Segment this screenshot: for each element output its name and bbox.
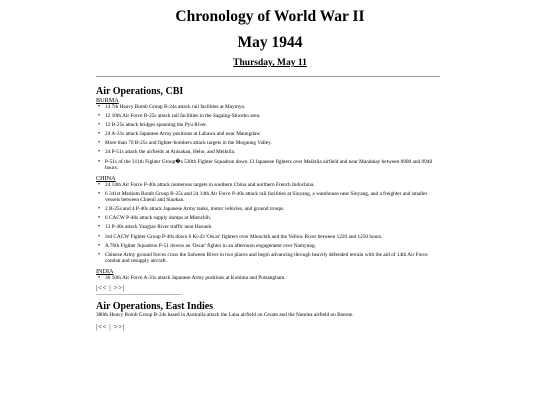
list-item: • P-51s of the 311th Fighter Group�s 530th Fighter Squadron down 13 Japanese fighters over Meiktila airfield and near Mandalay between 0900 and 0940 hours. [96, 159, 440, 172]
region-india: INDIA [96, 267, 114, 275]
nav-prev-button[interactable]: < [102, 283, 108, 292]
divider [96, 76, 440, 77]
region-china: CHINA [96, 174, 116, 182]
nav-first-button[interactable]: |< [96, 283, 103, 292]
section-text: 380th Heavy Bomb Group B-24s based in Australia attack the Laha airfield on Ceram and the Namlea airfield on Boeroe. [96, 311, 354, 318]
nav-next-button[interactable]: > [113, 323, 119, 332]
section-title: Air Operations, East Indies [96, 300, 214, 312]
list-item: • 6 341st Medium Bomb Group B-25s and 24 14th Air Force P-40s attack rail facilities at Sinyang, a warehouse near Sinyang, and a freighter and smaller vessels between Chienli and Siaokan. [96, 191, 440, 204]
list-item: • 13 P-40s attack Yangtze River traffic near Hosueh. [96, 224, 440, 231]
nav-prev-button[interactable]: < [102, 323, 108, 332]
list-item: • 14 7th Heavy Bomb Group B-24s attack rail facilities at Maymyo. [96, 104, 440, 111]
page-day: Thursday, May 11 [233, 58, 307, 68]
list-item: • 24 P-51s attack the airfields at Anisakan, Heho, and Meiktila. [96, 149, 440, 156]
nav-last-button[interactable]: >| [118, 323, 125, 332]
region-burma: BURMA [96, 97, 119, 104]
list-burma [96, 104, 440, 172]
list-item: • 3rd CACW Fighter Group P-40s down 6 Ki-43 'Oscar' fighters over Mienchih and the Yellow River between 1220 and 1250 hours. [96, 234, 440, 241]
section-cbi [96, 86, 440, 331]
nav-last-button[interactable]: >| [118, 283, 125, 292]
nav-separator: | [109, 283, 112, 292]
list-item: • A 76th Fighter Squadron P-51 downs an 'Oscar' fighter in an afternoon engagement over Namyung. [96, 243, 440, 250]
list-item: • Chinese Army ground forces cross the Salween River in two places and begin advancing through heavily defended terrain with the aid of 14th Air Force combat and resupply aircraft. [96, 252, 440, 265]
list-item: • 24 A-31s attack Japanese Army positions at Labawa and near Maungdaw. [96, 131, 440, 138]
nav-first-button[interactable]: |< [96, 323, 103, 332]
divider [96, 294, 182, 295]
list-item: • 6 CACW P-40s attack supply dumps at Mienchih. [96, 215, 440, 222]
list-item: • More than 70 B-25s and fighter-bombers attack targets in the Mogaung Valley. [96, 140, 440, 147]
list-item: • 12 10th Air Force B-25s attack rail facilities in the Sagaing-Shwebo area. [96, 113, 440, 120]
list-item: • 2 B-25s and 4 P-40s attack Japanese Army tanks, motor vehicles, and ground troops. [96, 206, 440, 213]
nav-bar [96, 284, 440, 292]
page-month: May 1944 [237, 34, 303, 51]
nav-next-button[interactable]: > [113, 283, 119, 292]
list-item: • 12 B-25s attack bridges spanning the Pyu River. [96, 122, 440, 129]
list-india [96, 275, 440, 282]
list-china [96, 182, 440, 265]
list-item: • 36 10th Air Force A-31s attack Japanese Army positions at Kohima and Potsangbam. [96, 275, 440, 282]
list-item: • 24 14th Air Force P-40s attack numerous targets in southern China and northern French Indochina. [96, 182, 440, 189]
nav-bar [96, 323, 440, 331]
page-title: Chronology of World War II [175, 8, 365, 25]
nav-separator: | [109, 323, 112, 332]
section-title: Air Operations, CBI [96, 86, 184, 97]
